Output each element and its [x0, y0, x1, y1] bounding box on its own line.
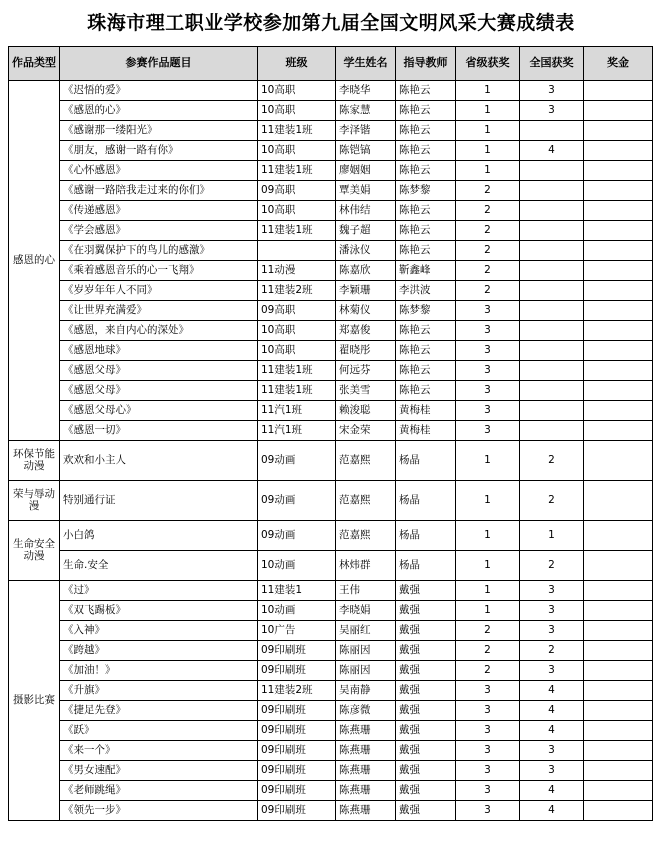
national-award-cell — [520, 161, 584, 181]
provincial-award-cell: 1 — [456, 101, 520, 121]
teacher-name-cell: 陈艳云 — [396, 161, 456, 181]
national-award-cell: 2 — [520, 441, 584, 481]
national-award-cell: 3 — [520, 581, 584, 601]
provincial-award-cell: 3 — [456, 801, 520, 821]
prize-money-cell — [584, 181, 653, 201]
table-row — [9, 741, 653, 761]
prize-money-cell — [584, 621, 653, 641]
student-name-cell: 潘泳仪 — [336, 241, 396, 261]
provincial-award-cell: 1 — [456, 551, 520, 581]
prize-money-cell — [584, 261, 653, 281]
teacher-name-cell: 陈艳云 — [396, 321, 456, 341]
table-row — [9, 121, 653, 141]
prize-money-cell — [584, 481, 653, 521]
work-title-cell: 《老师跳绳》 — [60, 781, 258, 801]
prize-money-cell — [584, 801, 653, 821]
national-award-cell: 3 — [520, 761, 584, 781]
student-name-cell: 陈彦微 — [336, 701, 396, 721]
class-cell: 09动画 — [258, 441, 336, 481]
work-title-cell: 《朋友，感谢一路有你》 — [60, 141, 258, 161]
national-award-cell — [520, 321, 584, 341]
provincial-award-cell: 3 — [456, 781, 520, 801]
work-title-cell: 《来一个》 — [60, 741, 258, 761]
work-title-cell: 《男女速配》 — [60, 761, 258, 781]
teacher-name-cell: 戴强 — [396, 801, 456, 821]
prize-money-cell — [584, 401, 653, 421]
prize-money-cell — [584, 681, 653, 701]
work-title-cell: 《传递感恩》 — [60, 201, 258, 221]
work-title-cell: 《感恩父母》 — [60, 381, 258, 401]
national-award-cell: 4 — [520, 141, 584, 161]
class-cell: 10动画 — [258, 601, 336, 621]
teacher-name-cell: 陈艳云 — [396, 381, 456, 401]
student-name-cell: 吴南静 — [336, 681, 396, 701]
table-row — [9, 181, 653, 201]
table-row — [9, 361, 653, 381]
national-award-cell — [520, 361, 584, 381]
teacher-name-cell: 陈艳云 — [396, 81, 456, 101]
header-provincial-award: 省级获奖 — [456, 47, 520, 81]
category-cell: 摄影比赛 — [9, 581, 60, 821]
class-cell — [258, 241, 336, 261]
table-row — [9, 581, 653, 601]
provincial-award-cell: 2 — [456, 641, 520, 661]
work-title-cell: 《感恩，来自内心的深处》 — [60, 321, 258, 341]
provincial-award-cell: 2 — [456, 181, 520, 201]
work-title-cell: 《双飞踢板》 — [60, 601, 258, 621]
teacher-name-cell: 戴强 — [396, 601, 456, 621]
provincial-award-cell: 3 — [456, 401, 520, 421]
teacher-name-cell: 杨晶 — [396, 441, 456, 481]
header-prize-money: 奖金 — [584, 47, 653, 81]
header-student: 学生姓名 — [336, 47, 396, 81]
provincial-award-cell: 1 — [456, 81, 520, 101]
table-row — [9, 681, 653, 701]
student-name-cell: 林伟结 — [336, 201, 396, 221]
teacher-name-cell: 杨晶 — [396, 551, 456, 581]
prize-money-cell — [584, 661, 653, 681]
class-cell: 09高职 — [258, 301, 336, 321]
national-award-cell — [520, 181, 584, 201]
student-name-cell: 李晓娟 — [336, 601, 396, 621]
work-title-cell: 《领先一步》 — [60, 801, 258, 821]
work-title-cell: 《在羽翼保护下的鸟儿的感激》 — [60, 241, 258, 261]
prize-money-cell — [584, 301, 653, 321]
work-title-cell: 《感恩地球》 — [60, 341, 258, 361]
prize-money-cell — [584, 141, 653, 161]
table-row — [9, 761, 653, 781]
provincial-award-cell: 1 — [456, 121, 520, 141]
student-name-cell: 范嘉熙 — [336, 521, 396, 551]
provincial-award-cell: 3 — [456, 681, 520, 701]
national-award-cell — [520, 241, 584, 261]
class-cell: 09印刷班 — [258, 661, 336, 681]
work-title-cell: 特别通行证 — [60, 481, 258, 521]
class-cell: 11建装1班 — [258, 361, 336, 381]
student-name-cell: 陈燕珊 — [336, 761, 396, 781]
student-name-cell: 陈丽因 — [336, 661, 396, 681]
provincial-award-cell: 1 — [456, 581, 520, 601]
table-row — [9, 551, 653, 581]
class-cell: 11建装1班 — [258, 381, 336, 401]
student-name-cell: 范嘉熙 — [336, 481, 396, 521]
table-row — [9, 441, 653, 481]
class-cell: 11汽1班 — [258, 401, 336, 421]
teacher-name-cell: 戴强 — [396, 581, 456, 601]
class-cell: 10高职 — [258, 341, 336, 361]
student-name-cell: 李晓华 — [336, 81, 396, 101]
table-row — [9, 781, 653, 801]
national-award-cell — [520, 341, 584, 361]
student-name-cell: 林炜群 — [336, 551, 396, 581]
provincial-award-cell: 2 — [456, 221, 520, 241]
table-row — [9, 801, 653, 821]
class-cell: 09印刷班 — [258, 801, 336, 821]
teacher-name-cell: 陈艳云 — [396, 201, 456, 221]
provincial-award-cell: 2 — [456, 661, 520, 681]
national-award-cell — [520, 281, 584, 301]
table-row — [9, 481, 653, 521]
work-title-cell: 生命.安全 — [60, 551, 258, 581]
class-cell: 10高职 — [258, 81, 336, 101]
teacher-name-cell: 陈艳云 — [396, 341, 456, 361]
national-award-cell: 3 — [520, 101, 584, 121]
student-name-cell: 覃美娟 — [336, 181, 396, 201]
work-title-cell: 《感恩父母》 — [60, 361, 258, 381]
category-cell: 感恩的心 — [9, 81, 60, 441]
table-row — [9, 721, 653, 741]
work-title-cell: 《捷足先登》 — [60, 701, 258, 721]
student-name-cell: 陈铠镐 — [336, 141, 396, 161]
national-award-cell — [520, 421, 584, 441]
teacher-name-cell: 戴强 — [396, 701, 456, 721]
student-name-cell: 廖姻姻 — [336, 161, 396, 181]
student-name-cell: 陈家慧 — [336, 101, 396, 121]
national-award-cell: 3 — [520, 661, 584, 681]
table-row — [9, 201, 653, 221]
class-cell: 11建装1班 — [258, 121, 336, 141]
student-name-cell: 陈燕珊 — [336, 801, 396, 821]
work-title-cell: 《感恩父母心》 — [60, 401, 258, 421]
teacher-name-cell: 黄梅桂 — [396, 421, 456, 441]
table-row — [9, 621, 653, 641]
work-title-cell: 《感恩的心》 — [60, 101, 258, 121]
work-title-cell: 《岁岁年年人不同》 — [60, 281, 258, 301]
category-cell: 环保节能动漫 — [9, 441, 60, 481]
national-award-cell: 4 — [520, 801, 584, 821]
student-name-cell: 赖浚聪 — [336, 401, 396, 421]
teacher-name-cell: 戴强 — [396, 781, 456, 801]
provincial-award-cell: 2 — [456, 621, 520, 641]
table-row — [9, 221, 653, 241]
work-title-cell: 《过》 — [60, 581, 258, 601]
student-name-cell: 魏子超 — [336, 221, 396, 241]
work-title-cell: 《感谢那一缕阳光》 — [60, 121, 258, 141]
class-cell: 09印刷班 — [258, 721, 336, 741]
work-title-cell: 《跃》 — [60, 721, 258, 741]
prize-money-cell — [584, 641, 653, 661]
table-row — [9, 401, 653, 421]
prize-money-cell — [584, 601, 653, 621]
prize-money-cell — [584, 521, 653, 551]
provincial-award-cell: 1 — [456, 601, 520, 621]
work-title-cell: 《入神》 — [60, 621, 258, 641]
student-name-cell: 郑嘉俊 — [336, 321, 396, 341]
table-row — [9, 661, 653, 681]
work-title-cell: 《乘着感恩音乐的心一飞翔》 — [60, 261, 258, 281]
provincial-award-cell: 3 — [456, 761, 520, 781]
table-row — [9, 701, 653, 721]
student-name-cell: 陈嘉欣 — [336, 261, 396, 281]
table-body — [9, 81, 653, 821]
prize-money-cell — [584, 101, 653, 121]
teacher-name-cell: 陈艳云 — [396, 361, 456, 381]
work-title-cell: 《升旗》 — [60, 681, 258, 701]
teacher-name-cell: 陈艳云 — [396, 101, 456, 121]
teacher-name-cell: 陈梦黎 — [396, 301, 456, 321]
table-row — [9, 281, 653, 301]
prize-money-cell — [584, 381, 653, 401]
student-name-cell: 陈丽因 — [336, 641, 396, 661]
class-cell: 11动漫 — [258, 261, 336, 281]
class-cell: 10高职 — [258, 101, 336, 121]
prize-money-cell — [584, 781, 653, 801]
work-title-cell: 小白鸽 — [60, 521, 258, 551]
table-row — [9, 261, 653, 281]
student-name-cell: 何远芬 — [336, 361, 396, 381]
table-row — [9, 161, 653, 181]
student-name-cell: 宋金荣 — [336, 421, 396, 441]
national-award-cell — [520, 121, 584, 141]
student-name-cell: 林菊仪 — [336, 301, 396, 321]
teacher-name-cell: 陈艳云 — [396, 121, 456, 141]
header-category: 作品类型 — [9, 47, 60, 81]
student-name-cell: 陈燕珊 — [336, 721, 396, 741]
table-row — [9, 601, 653, 621]
table-header-row — [9, 47, 653, 81]
national-award-cell: 4 — [520, 721, 584, 741]
class-cell: 11建装1班 — [258, 161, 336, 181]
national-award-cell — [520, 201, 584, 221]
class-cell: 11建装2班 — [258, 681, 336, 701]
table-row — [9, 641, 653, 661]
provincial-award-cell: 1 — [456, 141, 520, 161]
prize-money-cell — [584, 201, 653, 221]
national-award-cell: 3 — [520, 81, 584, 101]
national-award-cell — [520, 401, 584, 421]
national-award-cell — [520, 381, 584, 401]
prize-money-cell — [584, 421, 653, 441]
table-row — [9, 341, 653, 361]
provincial-award-cell: 2 — [456, 281, 520, 301]
provincial-award-cell: 3 — [456, 421, 520, 441]
national-award-cell: 4 — [520, 681, 584, 701]
prize-money-cell — [584, 551, 653, 581]
provincial-award-cell: 1 — [456, 481, 520, 521]
work-title-cell: 《感恩一切》 — [60, 421, 258, 441]
national-award-cell: 3 — [520, 741, 584, 761]
national-award-cell — [520, 261, 584, 281]
teacher-name-cell: 杨晶 — [396, 521, 456, 551]
class-cell: 09印刷班 — [258, 781, 336, 801]
provincial-award-cell: 3 — [456, 341, 520, 361]
teacher-name-cell: 戴强 — [396, 641, 456, 661]
work-title-cell: 《迟悟的爱》 — [60, 81, 258, 101]
class-cell: 09印刷班 — [258, 641, 336, 661]
teacher-name-cell: 戴强 — [396, 741, 456, 761]
student-name-cell: 范嘉熙 — [336, 441, 396, 481]
class-cell: 11建装2班 — [258, 281, 336, 301]
provincial-award-cell: 1 — [456, 161, 520, 181]
prize-money-cell — [584, 701, 653, 721]
provincial-award-cell: 3 — [456, 321, 520, 341]
class-cell: 09印刷班 — [258, 761, 336, 781]
class-cell: 09印刷班 — [258, 741, 336, 761]
teacher-name-cell: 陈梦黎 — [396, 181, 456, 201]
provincial-award-cell: 2 — [456, 261, 520, 281]
teacher-name-cell: 戴强 — [396, 681, 456, 701]
teacher-name-cell: 杨晶 — [396, 481, 456, 521]
work-title-cell: 《加油！》 — [60, 661, 258, 681]
provincial-award-cell: 3 — [456, 741, 520, 761]
class-cell: 09动画 — [258, 521, 336, 551]
table-row — [9, 141, 653, 161]
class-cell: 09印刷班 — [258, 701, 336, 721]
work-title-cell: 《感谢一路陪我走过来的你们》 — [60, 181, 258, 201]
table-row — [9, 81, 653, 101]
prize-money-cell — [584, 341, 653, 361]
prize-money-cell — [584, 721, 653, 741]
work-title-cell: 《让世界充满爱》 — [60, 301, 258, 321]
national-award-cell: 2 — [520, 641, 584, 661]
table-row — [9, 241, 653, 261]
student-name-cell: 李泽锴 — [336, 121, 396, 141]
prize-money-cell — [584, 441, 653, 481]
prize-money-cell — [584, 121, 653, 141]
provincial-award-cell: 3 — [456, 701, 520, 721]
header-national-award: 全国获奖 — [520, 47, 584, 81]
prize-money-cell — [584, 741, 653, 761]
provincial-award-cell: 1 — [456, 521, 520, 551]
header-teacher: 指导教师 — [396, 47, 456, 81]
teacher-name-cell: 李洪波 — [396, 281, 456, 301]
table-row — [9, 381, 653, 401]
header-class: 班级 — [258, 47, 336, 81]
national-award-cell: 1 — [520, 521, 584, 551]
student-name-cell: 吴丽红 — [336, 621, 396, 641]
teacher-name-cell: 靳鑫峰 — [396, 261, 456, 281]
class-cell: 11汽1班 — [258, 421, 336, 441]
student-name-cell: 陈燕珊 — [336, 741, 396, 761]
category-cell: 荣与辱动漫 — [9, 481, 60, 521]
work-title-cell: 欢欢和小主人 — [60, 441, 258, 481]
work-title-cell: 《学会感恩》 — [60, 221, 258, 241]
work-title-cell: 《跨越》 — [60, 641, 258, 661]
results-table — [8, 46, 653, 821]
teacher-name-cell: 戴强 — [396, 661, 456, 681]
teacher-name-cell: 戴强 — [396, 621, 456, 641]
class-cell: 10高职 — [258, 321, 336, 341]
class-cell: 11建装1 — [258, 581, 336, 601]
prize-money-cell — [584, 81, 653, 101]
prize-money-cell — [584, 161, 653, 181]
class-cell: 10广告 — [258, 621, 336, 641]
student-name-cell: 陈燕珊 — [336, 781, 396, 801]
student-name-cell: 王伟 — [336, 581, 396, 601]
class-cell: 11建装1班 — [258, 221, 336, 241]
national-award-cell: 3 — [520, 621, 584, 641]
class-cell: 10高职 — [258, 201, 336, 221]
prize-money-cell — [584, 321, 653, 341]
provincial-award-cell: 1 — [456, 441, 520, 481]
prize-money-cell — [584, 221, 653, 241]
teacher-name-cell: 黄梅桂 — [396, 401, 456, 421]
prize-money-cell — [584, 761, 653, 781]
teacher-name-cell: 戴强 — [396, 761, 456, 781]
national-award-cell: 4 — [520, 701, 584, 721]
category-cell: 生命安全动漫 — [9, 521, 60, 581]
national-award-cell: 4 — [520, 781, 584, 801]
prize-money-cell — [584, 581, 653, 601]
provincial-award-cell: 2 — [456, 241, 520, 261]
provincial-award-cell: 2 — [456, 201, 520, 221]
provincial-award-cell: 3 — [456, 381, 520, 401]
provincial-award-cell: 3 — [456, 301, 520, 321]
provincial-award-cell: 3 — [456, 721, 520, 741]
page-title: 珠海市理工职业学校参加第九届全国文明风采大赛成绩表 — [87, 12, 575, 34]
national-award-cell — [520, 221, 584, 241]
provincial-award-cell: 3 — [456, 361, 520, 381]
class-cell: 10高职 — [258, 141, 336, 161]
teacher-name-cell: 陈艳云 — [396, 241, 456, 261]
table-row — [9, 301, 653, 321]
header-title: 参赛作品题目 — [60, 47, 258, 81]
student-name-cell: 张美雪 — [336, 381, 396, 401]
table-row — [9, 101, 653, 121]
table-row — [9, 321, 653, 341]
prize-money-cell — [584, 241, 653, 261]
prize-money-cell — [584, 361, 653, 381]
student-name-cell: 翟晓彤 — [336, 341, 396, 361]
national-award-cell: 2 — [520, 551, 584, 581]
teacher-name-cell: 戴强 — [396, 721, 456, 741]
class-cell: 10动画 — [258, 551, 336, 581]
prize-money-cell — [584, 281, 653, 301]
teacher-name-cell: 陈艳云 — [396, 141, 456, 161]
class-cell: 09高职 — [258, 181, 336, 201]
national-award-cell — [520, 301, 584, 321]
teacher-name-cell: 陈艳云 — [396, 221, 456, 241]
table-row — [9, 421, 653, 441]
student-name-cell: 李颖珊 — [336, 281, 396, 301]
national-award-cell: 3 — [520, 601, 584, 621]
class-cell: 09动画 — [258, 481, 336, 521]
table-row — [9, 521, 653, 551]
national-award-cell: 2 — [520, 481, 584, 521]
work-title-cell: 《心怀感恩》 — [60, 161, 258, 181]
